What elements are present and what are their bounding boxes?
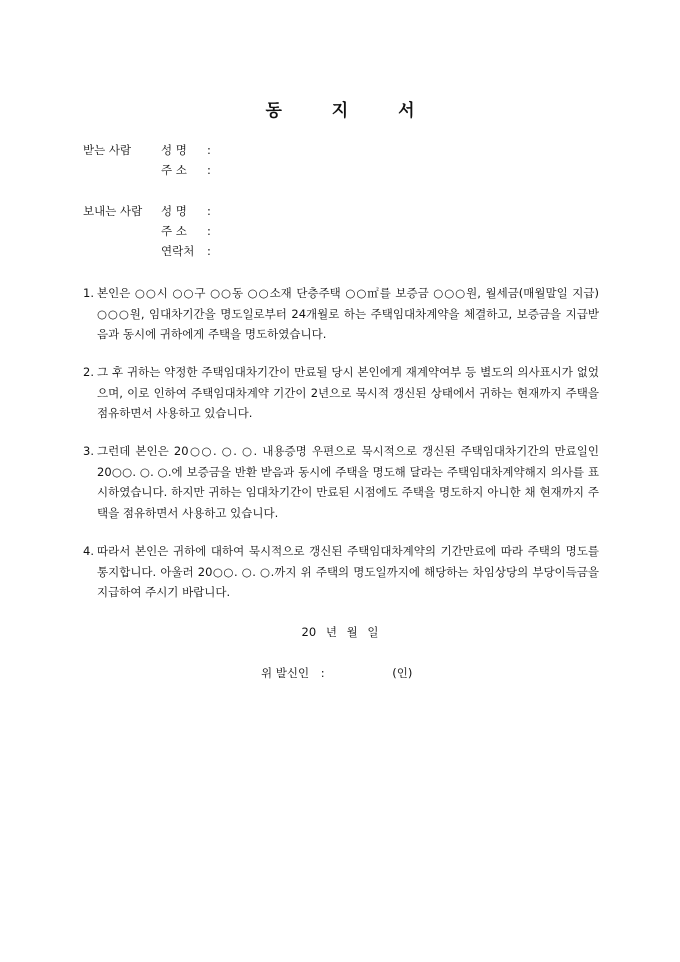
sender-contact-row xyxy=(83,241,283,261)
paragraph-4 xyxy=(83,541,599,603)
paragraph-1 xyxy=(83,283,599,345)
paragraph-text: 따라서 본인은 귀하에 대하여 묵시적으로 갱신된 주택임대차계약의 기간만료에 따라 주택의 명도를 통지합니다. 아울러 20○○. ○. ○.까지 위 주택의 명도일까지에 해당하는 차임상당의 부당이득금을 지급하여 주시기 바랍니다. xyxy=(97,544,599,599)
paragraph-number: 1. xyxy=(83,286,94,300)
sender-address-row xyxy=(83,221,283,241)
sender-contact-colon: : xyxy=(207,244,211,258)
recipient-name-colon: : xyxy=(207,143,211,157)
recipient-block xyxy=(83,140,283,180)
document-title: 동 지 서 xyxy=(265,101,437,121)
sender-contact-label: 연락처 xyxy=(161,244,195,258)
sender-role: 보내는 사람 xyxy=(83,204,143,218)
paragraph-number: 2. xyxy=(83,365,94,379)
sender-name-label: 성 명 xyxy=(161,204,187,218)
paragraph-number: 3. xyxy=(83,444,94,458)
recipient-name-row xyxy=(83,140,283,160)
seal-mark: (인) xyxy=(392,666,413,680)
recipient-address-label: 주 소 xyxy=(161,163,187,177)
signature-label: 위 발신인 xyxy=(261,666,310,680)
sender-name-colon: : xyxy=(207,204,211,218)
paragraph-text: 그런데 본인은 20○○. ○. ○. 내용증명 우편으로 묵시적으로 갱신된 주택임대차기간의 만료일인 20○○. ○. ○.에 보증금을 반환 받음과 동시에 주택을 명도해 달라는 주택임대차계약해지 의사를 표시하였습니다. 하지만 귀하는 임대차기간이 만료된 시점에도 주택을 명도하지 아니한 채 현재까지 주택을 점유하면서 사용하고 있습니다. xyxy=(97,444,599,520)
paragraph-2 xyxy=(83,362,599,424)
sender-block xyxy=(83,201,283,261)
recipient-name-label: 성 명 xyxy=(161,143,187,157)
paragraph-text: 그 후 귀하는 약정한 주택임대차기간이 만료될 당시 본인에게 재계약여부 등 별도의 의사표시가 없었으며, 이로 인하여 주택임대차계약 기간이 2년으로 묵시적 갱신된 상태에서 귀하는 현재까지 주택을 점유하면서 사용하고 있습니다. xyxy=(97,365,599,420)
signature-colon: : xyxy=(320,666,325,680)
sender-name-row xyxy=(83,201,283,221)
recipient-address-row xyxy=(83,160,283,180)
paragraph-text: 본인은 ○○시 ○○구 ○○동 ○○소재 단층주택 ○○㎡를 보증금 ○○○원, 월세금(매월말일 지급) ○○○원, 임대차기간을 명도일로부터 24개월로 하는 주택임대차계약을 체결하고, 보증금을 지급받음과 동시에 귀하에게 주택을 명도하였습니다. xyxy=(97,286,599,341)
paragraph-3 xyxy=(83,441,599,523)
sender-address-colon: : xyxy=(207,224,211,238)
recipient-address-colon: : xyxy=(207,163,211,177)
paragraph-number: 4. xyxy=(83,544,94,558)
signature-line xyxy=(261,665,412,681)
date-line: 20 년 월 일 xyxy=(301,625,379,639)
recipient-role: 받는 사람 xyxy=(83,143,132,157)
sender-address-label: 주 소 xyxy=(161,224,187,238)
